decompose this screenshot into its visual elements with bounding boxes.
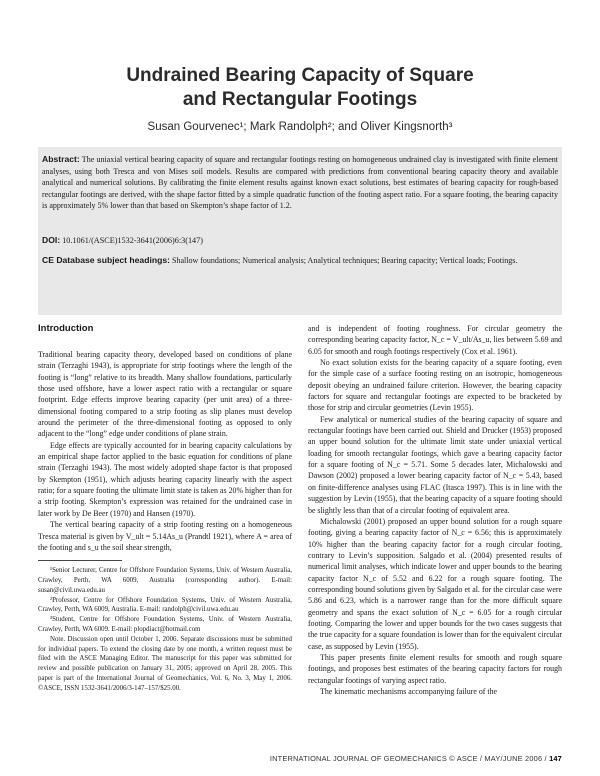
body-paragraph: Michalowski (2001) proposed an upper bound solution for a rough square footing, giving a bearing capacity factor of N_c = 6.56; this is approximately 10% higher than the bearing capacity factor for a rough circular footing, contrary to Levin’s supposition. Salgado et al. (2004) presented results of numerical limit analyses, which indicate lower and upper bounds to the bearing capacity factor N_c of 5.52 and 6.22 for a rough square footing. The corresponding bound solutions given by Salgado et al. for the circular case were 5.86 and 6.23, which is a narrower range than for the more difficult square geometry and spans the exact solution of N_c = 6.05 for a rough circular footing. Comparing the lower and upper bounds for the two cases suggests that the true capacity for a square foundation is lower than for the equivalent circular case, as supposed by Levin (1955). [308, 516, 562, 651]
footnote-author-2: ²Professor, Centre for Offshore Foundation Systems, Univ. of Western Australia, Crawley, Perth, WA 6009, Australia. E-mail: randolph@civil.uwa.edu.au [38, 596, 292, 614]
paper-title-line-2: and Rectangular Footings [182, 89, 418, 110]
footnote-divider [38, 560, 122, 561]
paper-title-line-1: Undrained Bearing Capacity of Square [126, 65, 474, 86]
abstract-box [38, 147, 562, 315]
body-paragraph: and is independent of footing roughness. For circular geometry the corresponding bearing capacity factor, N_c = V_ult/As_u, lies between 5.69 and 6.05 for smooth and rough footings respectively (Cox et al. 1961). [308, 324, 562, 356]
body-paragraph: Traditional bearing capacity theory, developed based on conditions of plane strain (Terzaghi 1943), is appropriate for strip footings where the length of the footing is “long” relative to its breadth. Many shallow foundations, particularly those used offshore, have a lower aspect ratio with a rectangular or square footprint. Edge effects improve bearing capacity (per unit area) of a three-dimensional footing compared to a strip footing as slip planes must develop around the perimeter of the three-dimensional footing as opposed to only adjacent to the “long” edge under conditions of plane strain. [38, 350, 292, 439]
body-paragraph: The vertical bearing capacity of a strip footing resting on a homogeneous Tresca material is given by V_ult = 5.14As_u (Prandtl 1921), where A = area of the footing and s_u the soil shear strength, [38, 520, 292, 552]
subject-headings [42, 255, 558, 267]
body-paragraph: Few analytical or numerical studies of the bearing capacity of square and rectangular footings have been carried out. Shield and Drucker (1953) proposed an upper bound solution for the ultimate limit state under uniaxial vertical loading for smooth rectangular footings, which gave a bearing capacity factor for a square footing of N_c = 5.71. Some 5 decades later, Michalowski and Dawson (2002) proposed a lower bearing capacity factor of N_c = 5.43, based on finite-difference analyses using FLAC (Itasca 1997). This is in line with the suggestion by Levin (1955), that the bearing capacity of a square footing should be slightly less than that of a circular footing of equivalent area. [308, 414, 562, 515]
abstract [42, 154, 558, 212]
author-list: Susan Gourvenec¹; Mark Randolph²; and Oliver Kingsnorth³ [147, 121, 453, 133]
body-paragraph: This paper presents finite element results for smooth and rough square footings, and proposes best estimates of the bearing capacity factors for rough rectangular footings of varying aspect ratio. [308, 652, 562, 685]
left-column [38, 323, 292, 694]
body-paragraph: No exact solution exists for the bearing capacity of a square footing, even for the simple case of a surface footing resting on an isotropic, homogeneous deposit obeying an undrained failure criterion. However, the bearing capacity factors for square and rectangular footings are expected to be bracketed by those for strip and circular geometries (Levin 1955). [308, 358, 562, 413]
body-paragraph: The kinematic mechanisms accompanying failure of the [320, 687, 498, 696]
section-heading-introduction: Introduction [38, 323, 94, 334]
body-paragraph: Edge effects are typically accounted for in bearing capacity calculations by an empirical shape factor applied to the basic equation for conditions of plane strain (Terzaghi 1943). The most widely adopted shape factor is that proposed by Skempton (1951), which adjusts bearing capacity linearly with the aspect ratio; for a square footing the ultimate limit state is taken as 20% higher than for a strip footing. Skempton’s expression was retained for the undrained case in later work by De Beer (1970) and Hansen (1970). [38, 440, 292, 518]
footnote-author-3: ³Student, Centre for Offshore Foundation Systems, Univ. of Western Australia, Crawley, Perth, WA 6009. E-mail: plopdiact@hotmail.com [38, 616, 292, 633]
footnote-author-1: ¹Senior Lecturer, Centre for Offshore Foundation Systems, Univ. of Western Australia, Crawley, Perth, WA 6009, Australia (corresponding author). E-mail: susan@civil.uwa.edu.au [38, 567, 292, 594]
doi-value: 10.1061/(ASCE)1532-3641(2006)6:3(147) [60, 236, 203, 245]
doi-line [42, 235, 558, 245]
paper-title [40, 64, 560, 112]
subject-headings-label: CE Database subject headings: [42, 255, 170, 265]
doi-label: DOI: [42, 235, 61, 245]
right-column [308, 323, 562, 697]
subject-headings-text: Shallow foundations; Numerical analysis; Analytical techniques; Bearing capacity; Vertical loads; Footings. [170, 256, 518, 265]
abstract-text: The uniaxial vertical bearing capacity of square and rectangular footings resting on homogeneous undrained clay is investigated with finite element analyses, using both Tresca and von Mises soil models. Results are compared with predictions from conventional bearing capacity theory and available analytical and numerical solutions. By calibrating the finite element results against known exact solutions, best estimates of bearing capacity for rough-based rectangular footings are derived, with the shape factor fitted by a simple quadratic function of the footing aspect ratio. For a square footing, the bearing capacity is approximately 5% lower than that based on Skempton’s shape factor of 1.2. [42, 155, 558, 211]
page-number: 147 [549, 754, 562, 763]
abstract-label: Abstract: [42, 154, 80, 164]
journal-running-footer: INTERNATIONAL JOURNAL OF GEOMECHANICS © ASCE / MAY/JUNE 2006 / [269, 754, 550, 763]
footnote-discussion-note: Note. Discussion open until October 1, 2006. Separate discussions must be submitted for individual papers. To extend the closing date by one month, a written request must be filed with the ASCE Managing Editor. The manuscript for this paper was submitted for review and possible publication on January 31, 2005; approved on April 28, 2005. This paper is part of the International Journal of Geomechanics, Vol. 6, No. 3, May 1, 2006. ©ASCE, ISSN 1532-3641/2006/3-147–157/$25.00. [38, 635, 292, 692]
page-footer [270, 754, 562, 763]
